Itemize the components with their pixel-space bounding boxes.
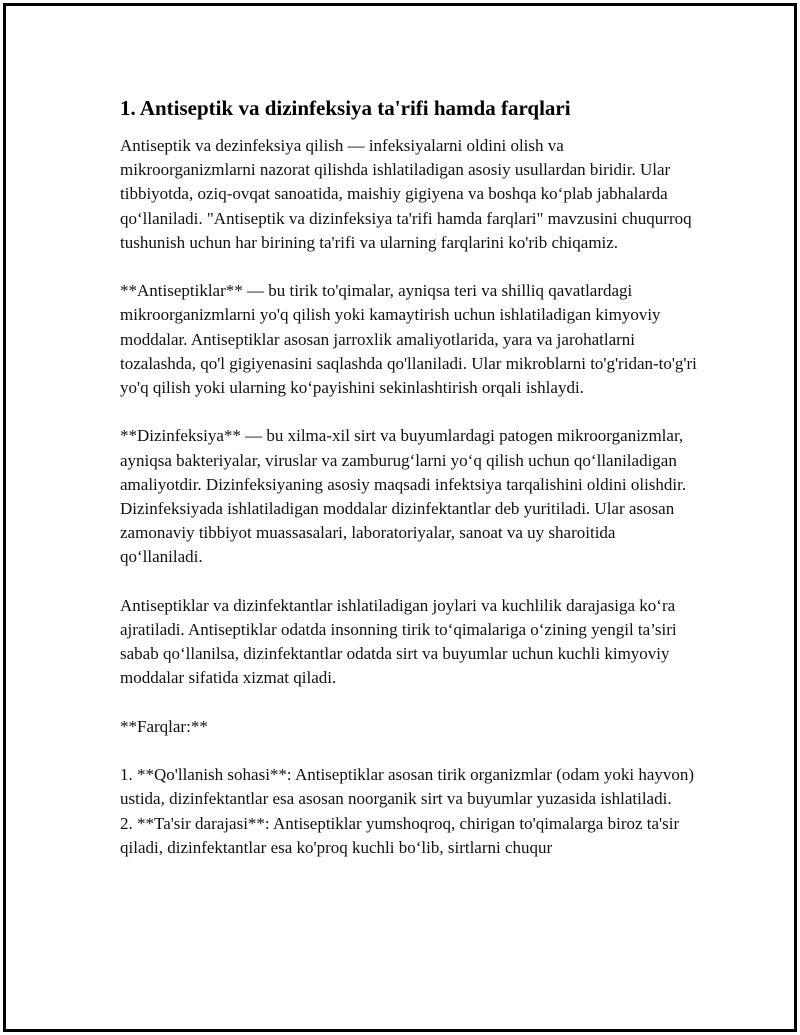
paragraph-comparison: Antiseptiklar va dizinfektantlar ishlatiladigan joylari va kuchlilik darajasiga ko‘ra ajratiladi. Antiseptiklar odatda insonning tirik to‘qimalariga o‘zining yengil ta’siri sabab qo‘llanilsa, dizinfektantlar odatda sirt va buyumlar uchun kuchli kimyoviy moddalar sifatida xizmat qiladi. xyxy=(120,595,677,688)
document-page xyxy=(3,3,797,1032)
list-item-effect-level: 2. **Ta'sir darajasi**: Antiseptiklar yumshoqroq, chirigan to'qimalarga biroz ta'sir qiladi, dizinfektantlar esa ko'proq kuchli bo‘lib, sirtlarni chuqur xyxy=(120,813,680,857)
paragraph-antiseptics: **Antiseptiklar** — bu tirik to'qimalar, ayniqsa teri va shilliq qavatlardagi mikroorganizmlarni yo'q qilish yoki kamaytirish uchun ishlatiladigan kimyoviy moddalar. Antiseptiklar asosan jarroxlik amaliyotlarida, yara va jarohatlarni tozalashda, qo'l gigiyenasini saqlashda qo'llaniladi. Ular mikroblarni to'g'ridan-to'g'ri yo'q qilish yoki ularning ko‘payishini sekinlashtirish orqali ishlaydi. xyxy=(120,281,697,398)
document-title: 1. Antiseptik va dizinfeksiya ta'rifi hamda farqlari xyxy=(120,96,571,120)
differences-heading: **Farqlar:** xyxy=(120,716,208,736)
list-item-application-area: 1. **Qo'llanish sohasi**: Antiseptiklar asosan tirik organizmlar (odam yoki hayvon) ustida, dizinfektantlar esa asosan noorganik sirt va buyumlar yuzasida ishlatiladi. xyxy=(120,765,695,809)
paragraph-disinfection: **Dizinfeksiya** — bu xilma-xil sirt va buyumlardagi patogen mikroorganizmlar, ayniqsa bakteriyalar, viruslar va zamburug‘larni yo‘q qilish uchun qo‘llaniladigan amaliyotdir. Dizinfeksiyaning asosiy maqsadi infektsiya tarqalishini oldini olishdir. Dizinfeksiyada ishlatiladigan moddalar dizinfektantlar deb yuritiladi. Ular asosan zamonaviy tibbiyot muassasalari, laboratoriyalar, sanoat va uy sharoitida qo‘llaniladi. xyxy=(120,426,687,567)
document-body xyxy=(120,94,700,860)
paragraph-intro: Antiseptik va dezinfeksiya qilish — infeksiyalarni oldini olish va mikroorganizmlarni nazorat qilishda ishlatiladigan asosiy usullardan biridir. Ular tibbiyotda, oziq-ovqat sanoatida, maishiy gigiyena va boshqa ko‘plab jabhalarda qo‘llaniladi. "Antiseptik va dizinfeksiya ta'rifi hamda farqlari" mavzusini chuqurroq tushunish uchun har birining ta'rifi va ularning farqlarini ko'rib chiqamiz. xyxy=(120,136,692,252)
